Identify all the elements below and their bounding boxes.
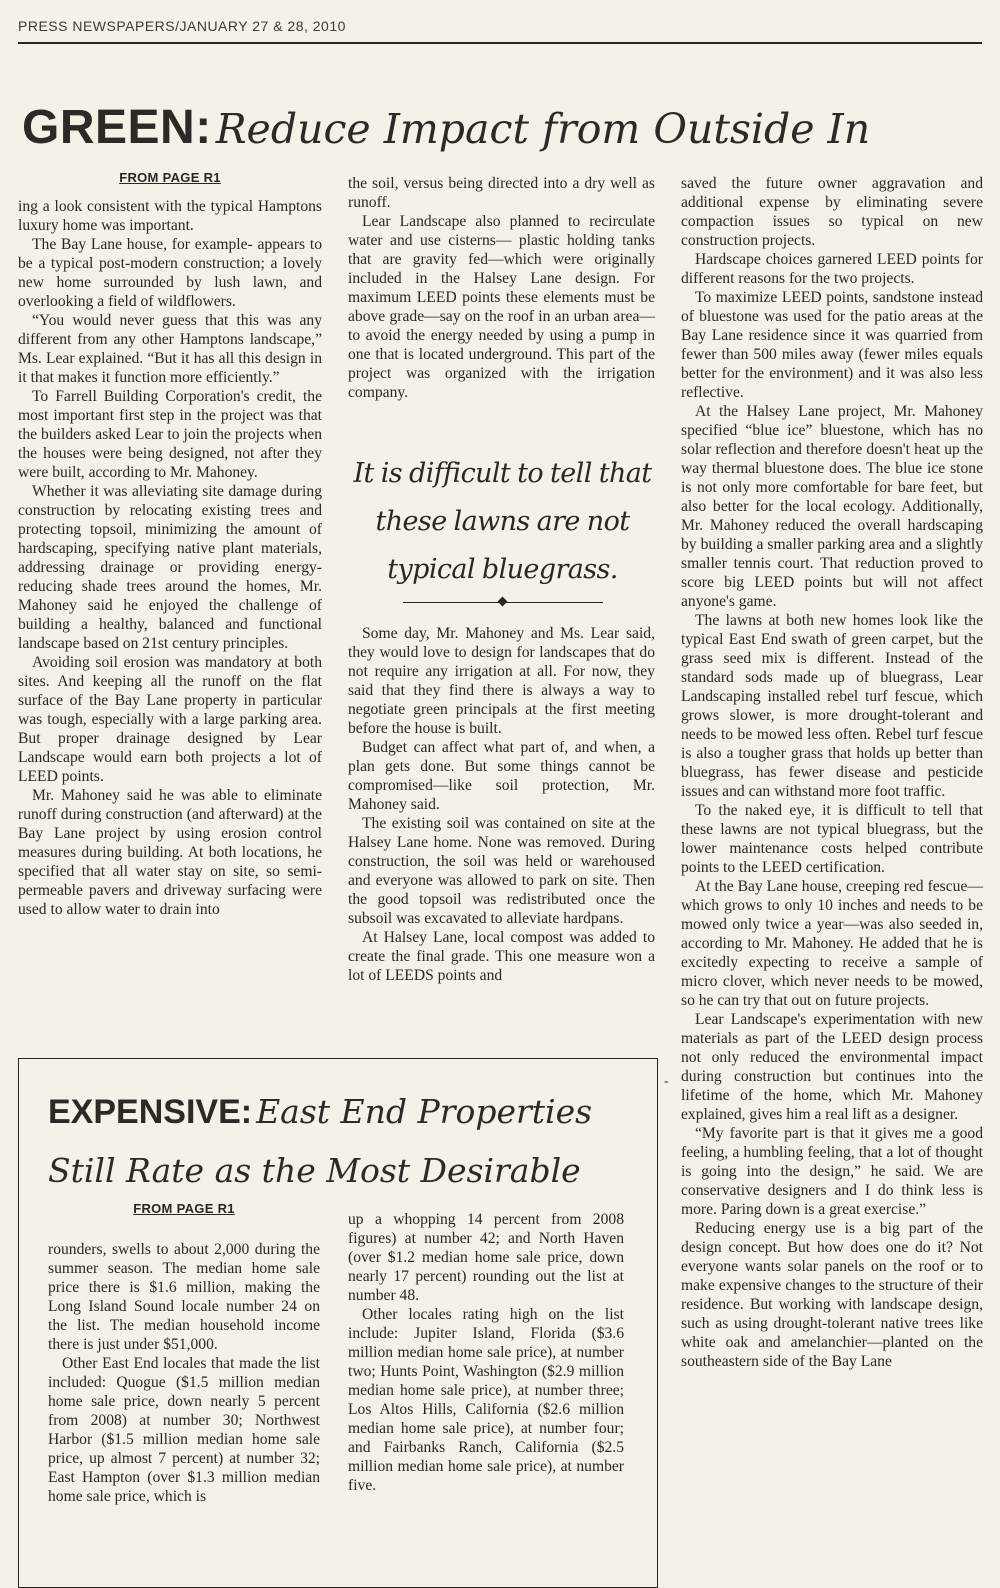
paragraph: To Farrell Building Corporation's credit, the most important first step in the project was that the builders asked Lear to join the projects when the houses were being designed, not after they were built, according to Mr. Mahoney. xyxy=(18,388,322,481)
second-headline-title: East End Properties Still Rate as the Most Desirable xyxy=(48,1092,593,1190)
main-column-1 xyxy=(18,168,322,919)
pull-quote-text: It is difficult to tell that these lawns are not typical bluegrass. xyxy=(353,458,652,585)
paragraph: Lear Landscape's experimentation with new materials as part of the LEED design process not only reduced the environmental impact during construction but continues into the lifetime of the home, which Mr. Mahoney explained, gives him a real lift as a designer. xyxy=(681,1011,983,1123)
paragraph: Budget can affect what part of, and when, a plan gets done. But some things cannot be compromised—like soil protection, Mr. Mahoney said. xyxy=(348,739,655,813)
diamond-ornament-icon xyxy=(497,597,507,607)
paragraph: Mr. Mahoney said he was able to eliminate runoff during construction (and afterward) at the Bay Lane project by using erosion control measures during building. At both locations, he specified that all water stay on site, so semi-permeable pavers and driveway surfacing were used to allow water to drain into xyxy=(18,787,322,918)
paragraph: Whether it was alleviating site damage during construction by relocating existing trees and protecting topsoil, minimizing the amount of hardscaping, specifying native plant materials, addressing drainage or providing energy-reducing shade trees around the homes, Mr. Mahoney said he enjoyed the challenge of building a healthy, balanced and functional landscape based on 21st century principles. xyxy=(18,483,322,652)
main-column-2-top xyxy=(348,174,655,402)
paragraph: “My favorite part is that it gives me a good feeling, a humbling feeling, that a lot of thought is going into the design,” he said. We are conservative designers and I do think less is more. Paring down is a great exercise.” xyxy=(681,1125,983,1218)
paragraph: the soil, versus being directed into a dry well as runoff. xyxy=(348,175,655,211)
paragraph: ing a look consistent with the typical Hamptons luxury home was important. xyxy=(18,198,322,234)
paragraph: “You would never guess that this was any different from any other Hamptons landscape,” Ms. Lear explained. “But it has all this design in it that makes it function more efficiently.” xyxy=(18,312,322,386)
header-rule xyxy=(18,42,982,44)
paragraph: At the Bay Lane house, creeping red fescue—which grows to only 10 inches and needs to be mowed only twice a year—was also seeded in, according to Mr. Mahoney. He added that he is excitedly expecting to receive a sample of micro clover, which never needs to be mowed, so he can try that out on future projects. xyxy=(681,878,983,1009)
paragraph: rounders, swells to about 2,000 during the summer season. The median home sale price there is $1.6 million, making the Long Island Sound locale number 24 on the list. The median household income there is just under $51,000. xyxy=(48,1241,320,1353)
paragraph: At the Halsey Lane project, Mr. Mahoney specified “blue ice” bluestone, which has no solar reflection and therefore doesn't heat up the way thermal bluestone does. The blue ice stone is not only more comfortable for bare feet, but also better for the local ecology. Additionally, Mr. Mahoney reduced the overall hardscaping by building a smaller parking area and a slightly smaller tennis court. That reduction proved to score big LEED points but will not affect anyone's game. xyxy=(681,403,983,610)
paragraph: Other East End locales that made the list included: Quogue ($1.5 million median home sale price, down nearly 5 percent from 2008) at number 30; Northwest Harbor ($1.5 million median home sale price, up almost 7 percent) at number 32; East Hampton (over $1.3 million median home sale price, which is xyxy=(48,1355,320,1505)
paragraph: The Bay Lane house, for example- appears to be a typical post-modern construction; a lovely new home surrounded by lush lawn, and overlooking a field of wildflowers. xyxy=(18,236,322,310)
paragraph: The existing soil was contained on site at the Halsey Lane home. None was removed. During construction, the soil was held or warehoused and everyone was allowed to park on site. Then the good topsoil was redistributed once the subsoil was excavated to alleviate hardpans. xyxy=(348,815,655,927)
second-headline xyxy=(48,1086,648,1204)
paragraph: Reducing energy use is a big part of the design concept. But how does one do it? Not everyone wants solar panels on the roof or to make expensive changes to the structure of their residence. But working with landscape design, such as using drought-tolerant native trees like white oak and amelanchier—planted on the southeastern side of the Bay Lane xyxy=(681,1220,983,1370)
main-column-2-bottom xyxy=(348,624,655,985)
second-column-1 xyxy=(48,1199,320,1506)
paragraph: Hardscape choices garnered LEED points for different reasons for the two projects. xyxy=(681,251,983,287)
paragraph: Lear Landscape also planned to recirculate water and use cisterns— plastic holding tanks that are gravity fed—which were originally included in the Halsey Lane design. For maximum LEED points these elements must be above grade—say on the roof in an urban area—to avoid the energy needed by using a pump in one that is located underground. This part of the project was organized with the irrigation company. xyxy=(348,213,655,401)
paragraph: Other locales rating high on the list include: Jupiter Island, Florida ($3.6 million median home sale price), at number two; Hunts Point, Washington ($2.9 million median home sale price), at number three; Los Altos Hills, California ($2.6 million median home sale price), at number four; and Fairbanks Ranch, California ($2.5 million median home sale price), at number five. xyxy=(348,1306,624,1494)
paragraph: To maximize LEED points, sandstone instead of bluestone was used for the patio areas at the Bay Lane residence since it was quarried from fewer than 500 miles away (fewer miles equals better for the environment) and it was also less reflective. xyxy=(681,289,983,401)
main-headline xyxy=(22,98,992,169)
headline-title: Reduce Impact from Outside In xyxy=(215,105,871,153)
second-column-2 xyxy=(348,1210,624,1495)
column-mark: - xyxy=(664,1074,669,1089)
from-page-label: FROM PAGE R1 xyxy=(133,1201,235,1216)
pull-quote xyxy=(350,450,655,603)
paragraph: To the naked eye, it is difficult to tell that these lawns are not typical bluegrass, but the lower maintenance costs helped contribute points to the LEED certification. xyxy=(681,802,983,876)
paragraph: Avoiding soil erosion was mandatory at both sites. And keeping all the runoff on the flat surface of the Bay Lane property in particular was tough, especially with a large parking area. But proper drainage designed by Lear Landscape would earn both projects a lot of LEED points. xyxy=(18,654,322,785)
pull-quote-rule xyxy=(403,602,603,603)
paragraph: saved the future owner aggravation and additional expense by eliminating severe compaction issues so typical on new construction projects. xyxy=(681,175,983,249)
publication-header: PRESS NEWSPAPERS/JANUARY 27 & 28, 2010 xyxy=(18,18,346,34)
headline-kicker: GREEN: xyxy=(22,101,212,154)
paragraph: Some day, Mr. Mahoney and Ms. Lear said, they would love to design for landscapes that do not require any irrigation at all. For now, they said that they find there is always a way to negotiate green principals at the first meeting before the house is built. xyxy=(348,625,655,737)
paragraph: At Halsey Lane, local compost was added to create the final grade. This one measure won a lot of LEEDS points and xyxy=(348,929,655,984)
paragraph: up a whopping 14 percent from 2008 figures) at number 42; and North Haven (over $1.2 median home sale price, down nearly 17 percent) rounding out the list at number 48. xyxy=(348,1211,624,1304)
main-column-3 xyxy=(681,174,983,1371)
second-headline-kicker: EXPENSIVE: xyxy=(48,1093,253,1131)
paragraph: The lawns at both new homes look like the typical East End swath of green carpet, but the grass seed mix is different. Instead of the standard sods made up of bluegrass, Lear Landscaping installed rebel turf fescue, which grows slower, is more drought-tolerant and needs to be mowed less often. Rebel turf fescue is also a tougher grass that holds up better than bluegrass, has fewer disease and pesticide issues and can withstand more foot traffic. xyxy=(681,612,983,800)
from-page-label: FROM PAGE R1 xyxy=(119,170,221,185)
